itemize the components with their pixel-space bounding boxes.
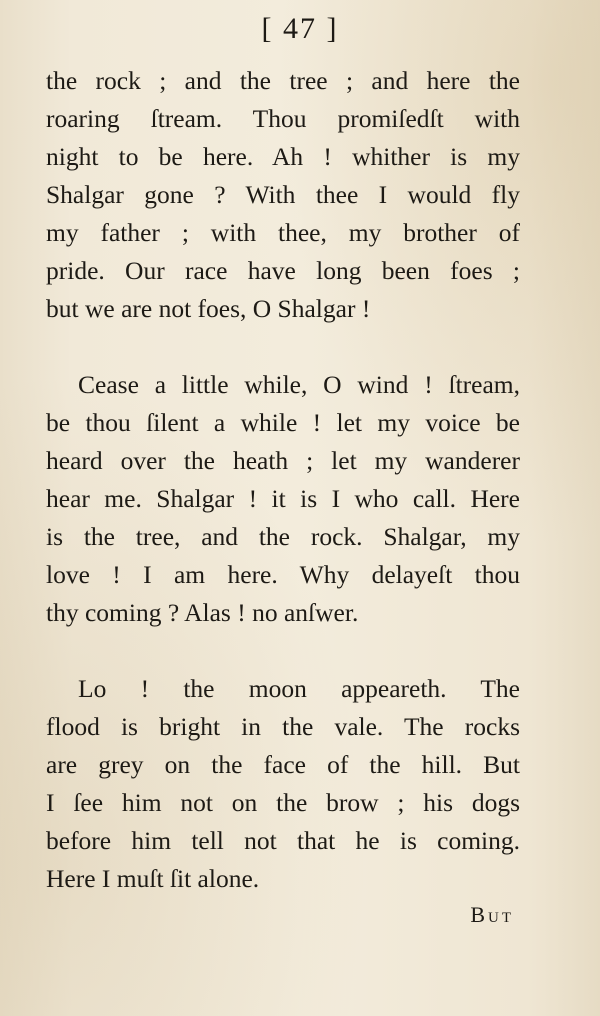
body-text [46,62,520,898]
text-line: Cease a little while, O wind ! ſtream, [78,370,520,399]
text-line: be thou ſilent a while ! let my voice be [46,408,520,437]
text-line: Lo ! the moon appeareth. The [78,674,520,703]
text-line: but we are not foes, O Shalgar ! [46,294,371,323]
left-bracket: [ [261,12,274,45]
text-line: my father ; with thee, my brother of [46,218,520,247]
text-line: Shalgar gone ? With thee I would fly [46,180,520,209]
text-line: is the tree, and the rock. Shalgar, my [46,522,520,551]
text-line: roaring ſtream. Thou promiſedſt with [46,104,520,133]
catchword: But [470,902,514,927]
text-line: love ! I am here. Why delayeſt thou [46,560,520,589]
text-line: the rock ; and the tree ; and here the [46,66,520,95]
text-line: thy coming ? Alas ! no anſwer. [46,598,359,627]
text-line: I ſee him not on the brow ; his dogs [46,788,520,817]
text-line: pride. Our race have long been foes ; [46,256,520,285]
right-bracket: ] [326,12,339,45]
paragraph-gap [46,632,520,670]
page-number: 47 [283,12,317,45]
paragraph-3 [46,670,520,898]
text-line: night to be here. Ah ! whither is my [46,142,520,171]
text-line: hear me. Shalgar ! it is I who call. Here [46,484,520,513]
page-header [0,12,600,46]
paragraph-2 [46,366,520,632]
paragraph-gap [46,328,520,366]
text-line: Here I muſt ſit alone. [46,864,260,893]
text-line: before him tell not that he is coming. [46,826,520,855]
paragraph-1 [46,62,520,328]
text-line: are grey on the face of the hill. But [46,750,520,779]
text-line: flood is bright in the vale. The rocks [46,712,520,741]
text-line: heard over the heath ; let my wanderer [46,446,520,475]
